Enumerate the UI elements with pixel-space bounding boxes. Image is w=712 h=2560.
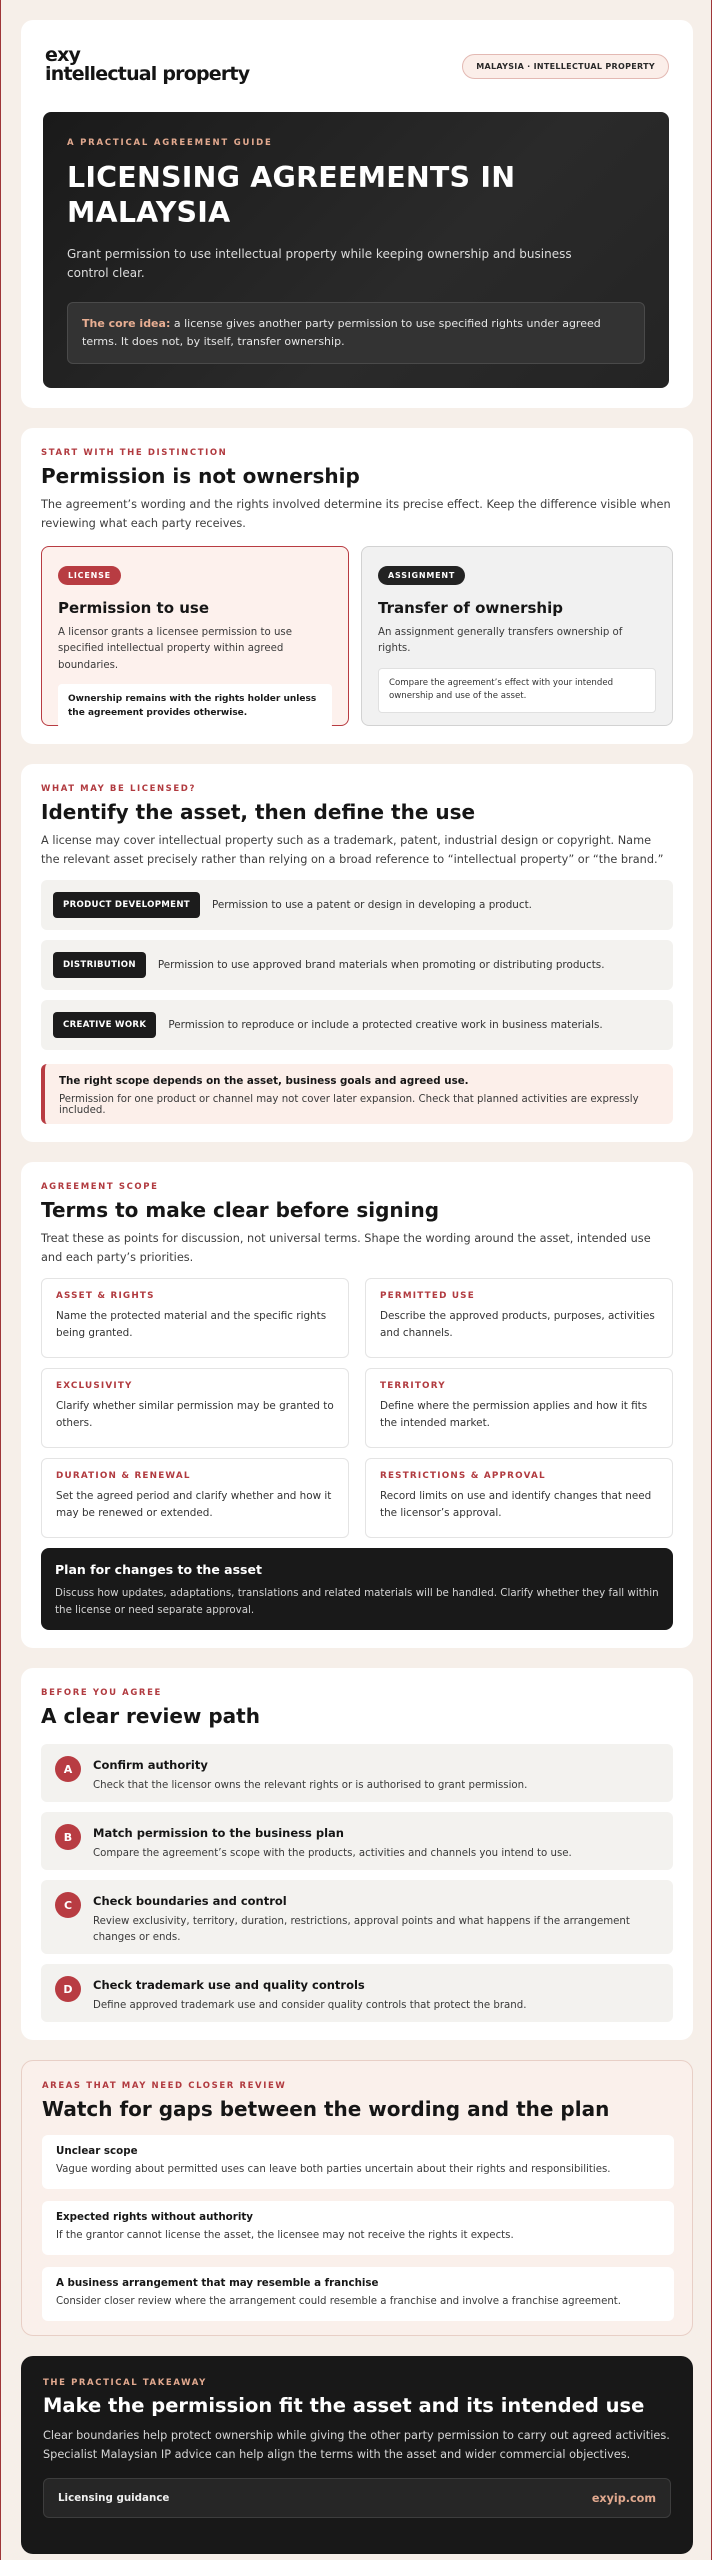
step-text: Review exclusivity, territory, duration, restrictions, approval points and what happens if the arrangement changes or ends.: [93, 1916, 630, 1944]
gap-title: A business arrangement that may resemble a franchise: [56, 2277, 379, 2289]
hero-eyebrow: A PRACTICAL AGREEMENT GUIDE: [67, 138, 273, 148]
gap-text: Vague wording about permitted uses can leave both parties uncertain about their rights and responsibilities.: [56, 2164, 611, 2175]
review-step: [41, 1744, 673, 1802]
section-title: Identify the asset, then define the use: [41, 800, 476, 824]
section-title: Watch for gaps between the wording and the plan: [42, 2097, 610, 2121]
assignment-text: An assignment generally transfers ownership of rights.: [378, 627, 623, 655]
term-label: DURATION & RENEWAL: [56, 1471, 191, 1481]
gap-text: If the grantor cannot license the asset, the licensee may not receive the rights it expects.: [56, 2230, 514, 2241]
step-badge: D: [55, 1976, 81, 2002]
region-badge: MALAYSIA · INTELLECTUAL PROPERTY: [462, 54, 669, 79]
term-text: Clarify whether similar permission may be granted to others.: [56, 1400, 334, 1430]
section-lead: A license may cover intellectual property such as a trademark, patent, industrial design or copyright. Name the relevant asset precisely rather than relying on a broad reference to “intellectual property” or “the brand.”: [41, 834, 664, 866]
usage-text: Permission to use approved brand materials when promoting or distributing products.: [157, 959, 605, 971]
step-badge: A: [55, 1756, 81, 1782]
section-eyebrow: THE PRACTICAL TAKEAWAY: [43, 2378, 207, 2388]
scope-section: [21, 1162, 693, 1648]
gap-title: Expected rights without authority: [56, 2211, 253, 2223]
footer-bar: [43, 2478, 671, 2518]
step-title: Check trademark use and quality controls: [93, 1978, 365, 1992]
licensed-section: [21, 764, 693, 1142]
core-idea-label: The core idea:: [82, 316, 171, 330]
assignment-tag: ASSIGNMENT: [378, 566, 465, 585]
section-lead: Clear boundaries help protect ownership while giving the other party permission to carry out agreed activities. Specialist Malaysian IP advice can help align the terms with the asset and wider commercial objectives.: [43, 2429, 670, 2462]
website-link[interactable]: exyip.com: [591, 2491, 656, 2505]
assignment-note: Compare the agreement’s effect with your intended ownership and use of the asset.: [378, 668, 656, 714]
section-lead: Treat these as points for discussion, not universal terms. Shape the wording around the asset, intended use and each party’s priorities.: [41, 1232, 651, 1264]
term-label: TERRITORY: [380, 1381, 446, 1391]
term-text: Record limits on use and identify changes that need the licensor’s approval.: [380, 1490, 652, 1520]
logo[interactable]: [45, 46, 249, 83]
license-note: Ownership remains with the rights holder unless the agreement provides otherwise.: [58, 684, 332, 729]
review-step: [41, 1964, 673, 2022]
review-step: [41, 1880, 673, 1954]
footer-label: Licensing guidance: [58, 2492, 170, 2504]
term-card: [365, 1458, 673, 1538]
logo-line-1: exy: [45, 44, 81, 66]
plan-title: Plan for changes to the asset: [55, 1562, 262, 1577]
term-card: [41, 1458, 349, 1538]
term-text: Name the protected material and the specific rights being granted.: [56, 1310, 327, 1340]
step-title: Check boundaries and control: [93, 1894, 287, 1908]
section-eyebrow: START WITH THE DISTINCTION: [41, 448, 228, 458]
usage-chip: PRODUCT DEVELOPMENT: [53, 892, 200, 918]
term-card: [41, 1278, 349, 1358]
section-eyebrow: AREAS THAT MAY NEED CLOSER REVIEW: [42, 2081, 287, 2091]
term-label: PERMITTED USE: [380, 1291, 475, 1301]
callout-title: The right scope depends on the asset, business goals and agreed use.: [59, 1075, 469, 1087]
step-text: Check that the licensor owns the relevant rights or is authorised to grant permission.: [93, 1780, 528, 1791]
section-eyebrow: AGREEMENT SCOPE: [41, 1182, 159, 1192]
gap-text: Consider closer review where the arrangement could resemble a franchise and involve a franchise agreement.: [56, 2296, 622, 2307]
core-idea-box: [67, 302, 645, 364]
page-title: LICENSING AGREEMENTS IN MALAYSIA: [67, 161, 516, 229]
term-card: [365, 1278, 673, 1358]
gap-title: Unclear scope: [56, 2145, 138, 2157]
gaps-section: [21, 2060, 693, 2336]
step-badge: C: [55, 1892, 81, 1918]
usage-row: [41, 940, 673, 990]
usage-row: [41, 1000, 673, 1050]
license-tag: LICENSE: [58, 566, 121, 585]
usage-chip: DISTRIBUTION: [53, 952, 146, 978]
hero-description: Grant permission to use intellectual property while keeping ownership and business control clear.: [67, 246, 572, 280]
callout-text: Permission for one product or channel may not cover later expansion. Check that planned activities are expressly included.: [59, 1094, 639, 1116]
gap-item: [42, 2201, 674, 2255]
term-label: EXCLUSIVITY: [56, 1381, 133, 1391]
assignment-title: Transfer of ownership: [378, 599, 563, 617]
usage-chip: CREATIVE WORK: [53, 1012, 156, 1038]
step-title: Confirm authority: [93, 1758, 208, 1772]
term-card: [365, 1368, 673, 1448]
scope-callout: [41, 1064, 673, 1124]
logo-line-2: intellectual property: [45, 62, 250, 85]
license-text: A licensor grants a licensee permission to use specified intellectual property within agreed boundaries.: [58, 627, 292, 671]
usage-text: Permission to use a patent or design in developing a product.: [211, 899, 532, 911]
license-box: [41, 546, 349, 726]
plan-callout: [41, 1548, 673, 1630]
review-section: [21, 1668, 693, 2040]
term-card: [41, 1368, 349, 1448]
hero-banner: [43, 112, 669, 388]
step-title: Match permission to the business plan: [93, 1826, 344, 1840]
page: [1, 0, 712, 2560]
section-title: Terms to make clear before signing: [41, 1198, 440, 1222]
usage-row: [41, 880, 673, 930]
section-title: Make the permission fit the asset and its intended use: [43, 2394, 645, 2417]
usage-text: Permission to reproduce or include a protected creative work in business materials.: [168, 1019, 603, 1031]
step-badge: B: [55, 1824, 81, 1850]
term-text: Define where the permission applies and how it fits the intended market.: [380, 1400, 648, 1430]
term-text: Describe the approved products, purposes, activities and channels.: [380, 1310, 655, 1340]
distinction-section: [21, 428, 693, 744]
step-text: Define approved trademark use and consider quality controls that protect the brand.: [93, 2000, 527, 2011]
section-eyebrow: WHAT MAY BE LICENSED?: [41, 784, 196, 794]
term-text: Set the agreed period and clarify whether and how it may be renewed or extended.: [56, 1490, 332, 1520]
takeaway-section: [21, 2356, 693, 2554]
gap-item: [42, 2267, 674, 2321]
section-title: A clear review path: [41, 1704, 260, 1728]
review-step: [41, 1812, 673, 1870]
comparison: [41, 546, 673, 726]
term-label: RESTRICTIONS & APPROVAL: [380, 1471, 546, 1481]
core-idea-text: a license gives another party permission to use specified rights under agreed terms. It does not, by itself, transfer ownership.: [82, 316, 601, 349]
assignment-box: [361, 546, 673, 726]
hero-card: [21, 20, 693, 408]
step-text: Compare the agreement’s scope with the products, activities and channels you intend to use.: [93, 1848, 572, 1859]
section-title: Permission is not ownership: [41, 464, 360, 488]
term-label: ASSET & RIGHTS: [56, 1291, 155, 1301]
gap-item: [42, 2135, 674, 2189]
plan-text: Discuss how updates, adaptations, translations and related materials will be handled. Clarify whether they fall within the license or need separate approval.: [55, 1587, 659, 1616]
license-title: Permission to use: [58, 599, 210, 617]
section-lead: The agreement’s wording and the rights involved determine its precise effect. Keep the difference visible when reviewing what each party receives.: [41, 498, 671, 530]
section-eyebrow: BEFORE YOU AGREE: [41, 1688, 162, 1698]
